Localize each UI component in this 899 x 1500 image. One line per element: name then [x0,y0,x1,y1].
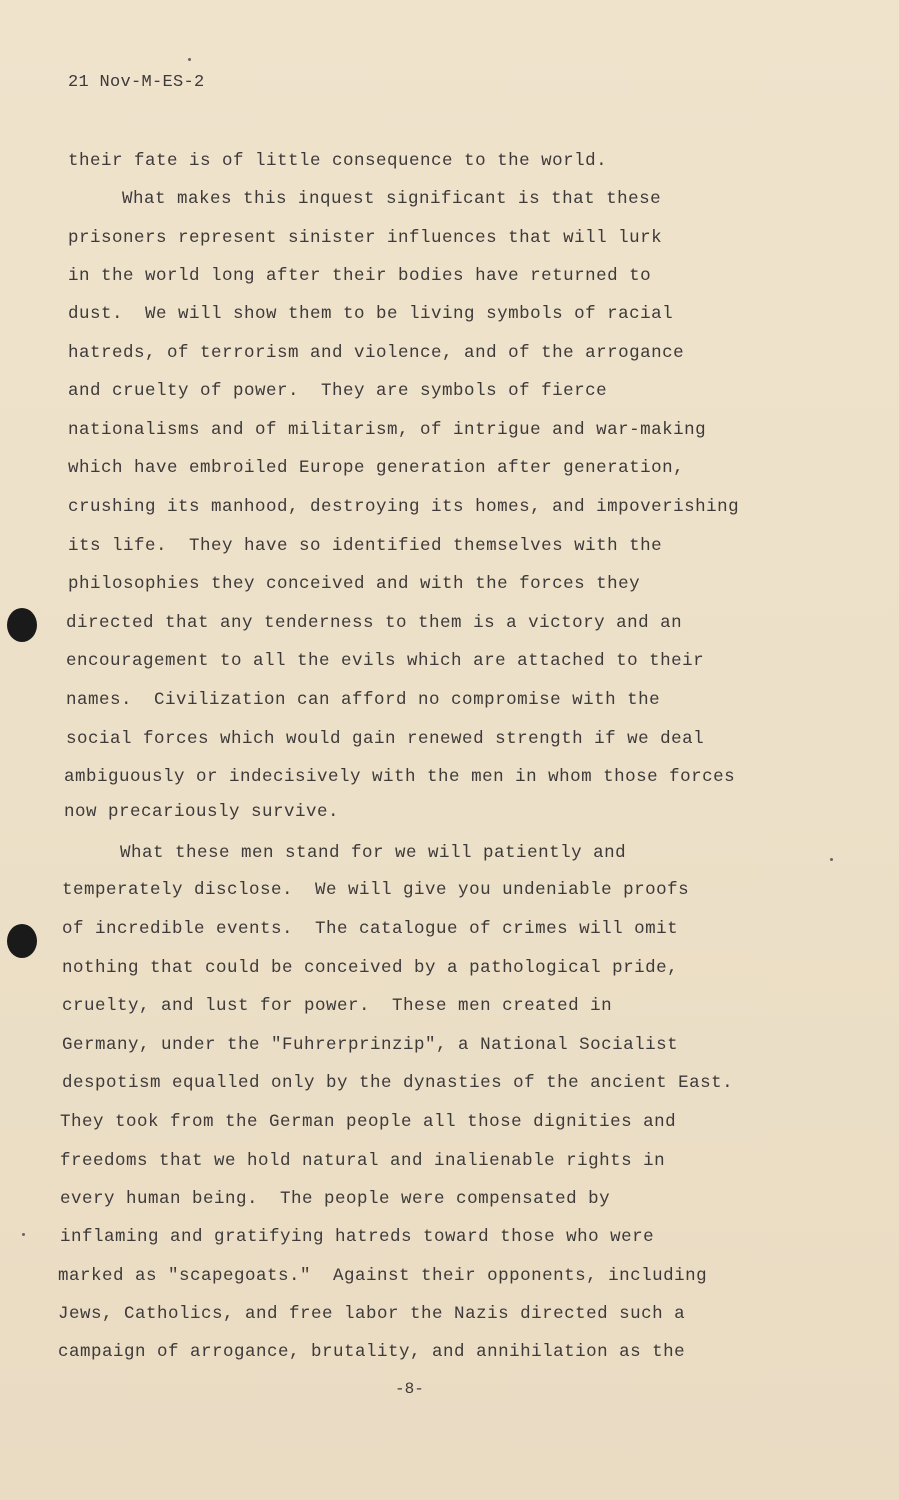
text-line: which have embroiled Europe generation after generation, [68,458,685,478]
text-line: encouragement to all the evils which are attached to their [66,651,705,671]
text-line: What makes this inquest significant is that these [122,189,662,209]
page-number: -8- [395,1380,424,1398]
text-line: marked as "scapegoats." Against their opponents, including [58,1266,708,1286]
text-line: of incredible events. The catalogue of crimes will omit [62,919,679,939]
text-line: every human being. The people were compensated by [60,1189,611,1209]
text-line: campaign of arrogance, brutality, and annihilation as the [58,1342,686,1362]
text-line: names. Civilization can afford no compromise with the [66,690,661,710]
text-line: Germany, under the "Fuhrerprinzip", a National Socialist [62,1035,679,1055]
text-line: nothing that could be conceived by a pathological pride, [62,958,679,978]
text-line: in the world long after their bodies have returned to [68,266,652,286]
text-line: now precariously survive. [64,802,340,822]
text-line: directed that any tenderness to them is a victory and an [66,613,683,633]
text-line: nationalisms and of militarism, of intrigue and war-making [68,420,707,440]
text-line: temperately disclose. We will give you undeniable proofs [62,880,690,900]
paper-speck [830,858,833,861]
text-line: despotism equalled only by the dynasties of the ancient East. [62,1073,734,1093]
text-line: cruelty, and lust for power. These men created in [62,996,613,1016]
text-line: hatreds, of terrorism and violence, and of the arrogance [68,343,685,363]
text-line: their fate is of little consequence to the world. [68,151,608,171]
text-line: inflaming and gratifying hatreds toward those who were [60,1227,655,1247]
text-line: its life. They have so identified themselves with the [68,536,663,556]
paper-speck [188,58,191,61]
document-reference-header: 21 Nov-M-ES-2 [68,73,205,92]
text-line: and cruelty of power. They are symbols of fierce [68,381,608,401]
text-line: crushing its manhood, destroying its homes, and impoverishing [68,497,740,517]
text-line: Jews, Catholics, and free labor the Nazis directed such a [58,1304,686,1324]
text-line: social forces which would gain renewed strength if we deal [66,729,705,749]
punch-hole-bottom [7,924,37,958]
text-line: ambiguously or indecisively with the men in whom those forces [64,767,736,787]
text-line: freedoms that we hold natural and inalienable rights in [60,1151,666,1171]
text-line: dust. We will show them to be living symbols of racial [68,304,674,324]
punch-hole-top [7,608,37,642]
text-line: philosophies they conceived and with the forces they [68,574,641,594]
text-line: They took from the German people all those dignities and [60,1112,677,1132]
text-line: What these men stand for we will patiently and [120,843,627,863]
paper-speck [22,1233,25,1236]
text-line: prisoners represent sinister influences that will lurk [68,228,663,248]
